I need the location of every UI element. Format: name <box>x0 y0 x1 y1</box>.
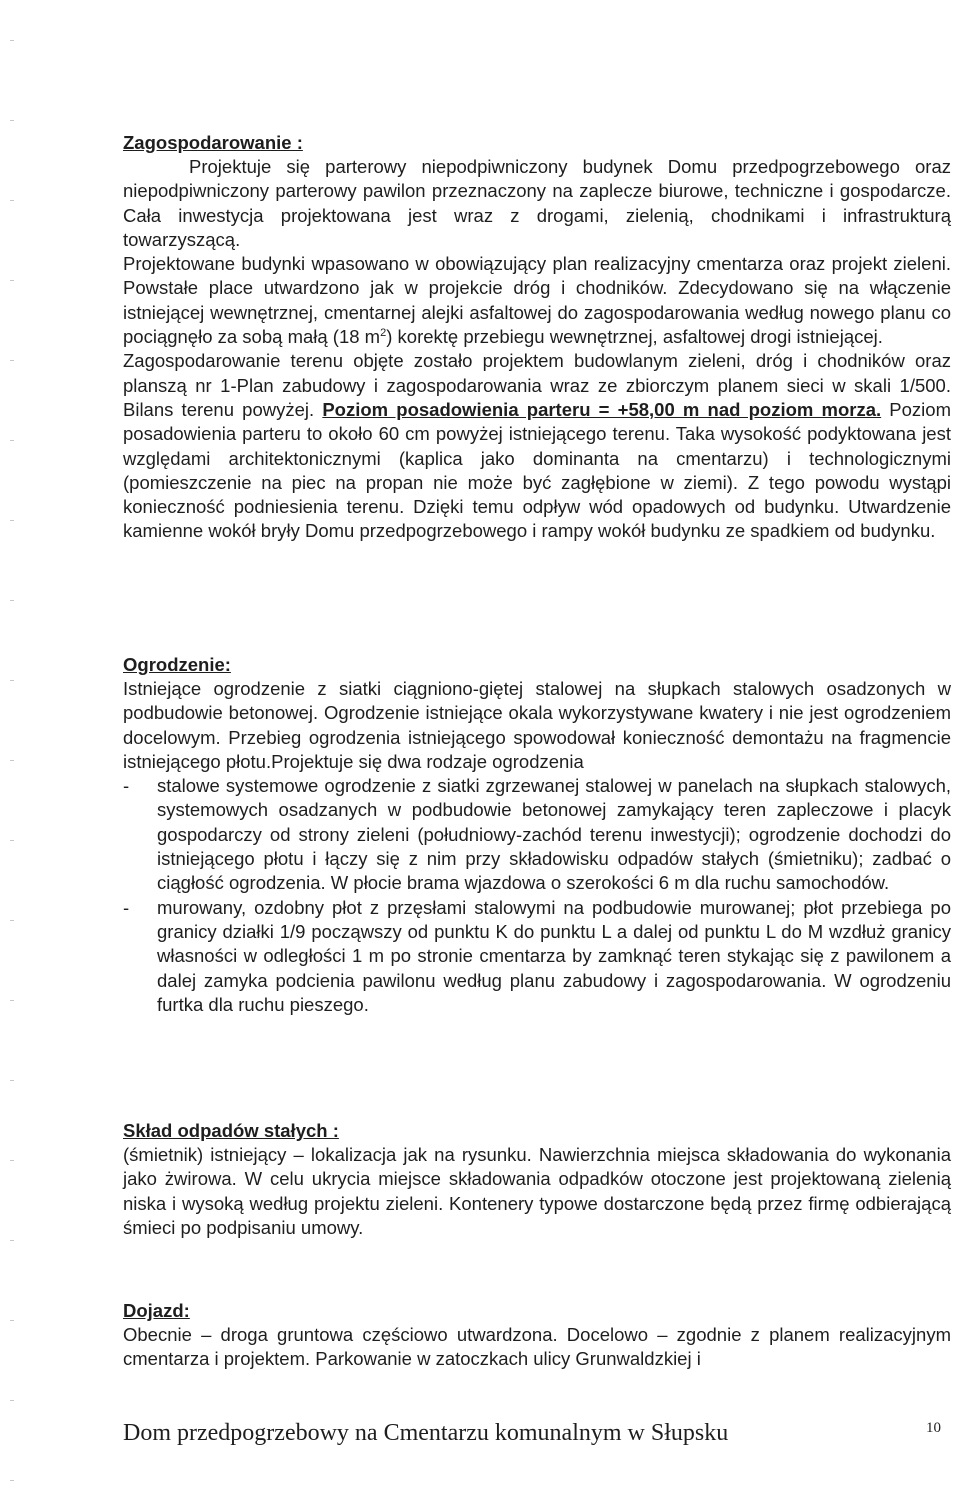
paragraph: Projektuje się parterowy niepodpiwniczony budynek Domu przedpogrzebowego oraz niepodpiwniczony parterowy pawilon przeznaczony na zaplecze biurowe, techniczne i gospodarcze. Cała inwestycja projektowana jest wraz z drogami, zielenią, chodnikami i infrastrukturą towarzyszącą. <box>123 156 951 250</box>
section-heading: Ogrodzenie: <box>123 654 231 675</box>
ground-level-note: Poziom posadowienia parteru = +58,00 m nad poziom morza. <box>322 398 882 420</box>
list-item: - murowany, ozdobny płot z przęsłami stalowymi na podbudowie murowanej; płot przebiega po granicy działki 1/9 począwszy od punktu K do punktu L a dalej od punktu L do M wzdłuż granicy własności w odległości 1 m po stronie cmentarza by zamknąć teren stykając się z pawilonem a dalej zamyka podcienia pawilonu według planu zabudowy i zagospodarowania. W ogrodzeniu furtka dla ruchu pieszego. <box>123 896 951 1015</box>
paragraph: Zagospodarowanie terenu objęte zostało projektem budowlanym zieleni, dróg i chodników oraz planszą nr 1-Plan zabudowy i zagospodarowania wraz ze zbiorczym planem sieci w skali 1/500. Bilans terenu powyżej. Poziom posadowienia parteru = +58,00 m nad poziom morza. Poziom posadowienia parteru to około 60 cm powyżej istniejącego terenu. Taka wysokość podyktowana jest względami architektonicznymi (kaplica jako dominanta na cmentarzu) i technologicznymi (pomieszczenie na piec na propan nie może być zagłębione w ziemi). Z tego powodu wystąpi konieczność podniesienia terenu. Dzięki temu odpływ wód opadowych od budynku. Utwardzenie kamienne wokół bryły Domu przedpogrzebowego i rampy wokół budynku ze spadkiem od budynku. <box>123 350 951 542</box>
section-dojazd <box>123 1298 951 1372</box>
footer-title: Dom przedpogrzebowy na Cmentarzu komunalnym w Słupsku <box>123 1420 729 1446</box>
section-heading: Dojazd: <box>123 1300 190 1321</box>
section-zagospodarowanie <box>123 130 951 544</box>
paragraph: (śmietnik) istniejący – lokalizacja jak na rysunku. Nawierzchnia miejsca składowania do wykonania jako żwirowa. W celu ukrycia miejsce składowania odpadków otoczone jest projektowaną zielenią niska i wysoką według projektu zieleni. Kontenery typowe dostarczone będą przez firmę odbierającą śmieci po podpisaniu umowy. <box>123 1144 951 1238</box>
section-heading: Zagospodarowanie : <box>123 132 303 153</box>
section-heading: Skład odpadów stałych : <box>123 1120 339 1141</box>
section-odpady <box>123 1118 951 1240</box>
document-body <box>123 130 951 1370</box>
list-item: - stalowe systemowe ogrodzenie z siatki zgrzewanej stalowej w panelach na słupkach stalowych, systemowych osadzanych w podbudowie betonowej zamykający teren zapleczowe i placyk gospodarczy od strony zieleni (południowy-zachód terenu inwestycji); ogrodzenie dochodzi do istniejącego płotu i łączy się z nim przy składowisku odpadów stałych (śmietniku); zadbać o ciągłość ogrodzenia. W płocie brama wjazdowa o szerokości 6 m dla ruchu samochodów. <box>123 775 951 894</box>
paragraph: Projektowane budynki wpasowano w obowiązujący plan realizacyjny cmentarza oraz projekt zieleni. Powstałe place utwardzono jak w projekcie dróg i chodników. Zdecydowano się na włączenie istniejącej wewnętrznej, cmentarnej alejki asfaltowej do zagospodarowania według nowego planu co pociągnęło za sobą małą (18 $m^2$) korektę przebiegu wewnętrznej, asfaltowej drogi istniejącej. <box>123 253 951 348</box>
fence-types-list <box>123 774 951 1017</box>
paragraph: Istniejące ogrodzenie z siatki ciągniono-giętej stalowej na słupkach stalowych osadzonych w podbudowie betonowej. Ogrodzenie istniejące okala wykorzystywane kwatery i nie jest ogrodzeniem docelowym. Przebieg ogrodzenia istniejącego spowodował konieczność demontażu na fragmencie istniejącego płotu.Projektuje się dwa rodzaje ogrodzenia <box>123 678 951 772</box>
scan-margin-marks <box>10 40 14 1480</box>
page-number: 10 <box>926 1420 941 1436</box>
paragraph: Obecnie – droga gruntowa częściowo utwardzona. Docelowo – zgodnie z planem realizacyjnym cmentarza i projektem. Parkowanie w zatoczkach ulicy Grunwaldzkiej i <box>123 1324 951 1370</box>
section-ogrodzenie <box>123 652 951 1017</box>
